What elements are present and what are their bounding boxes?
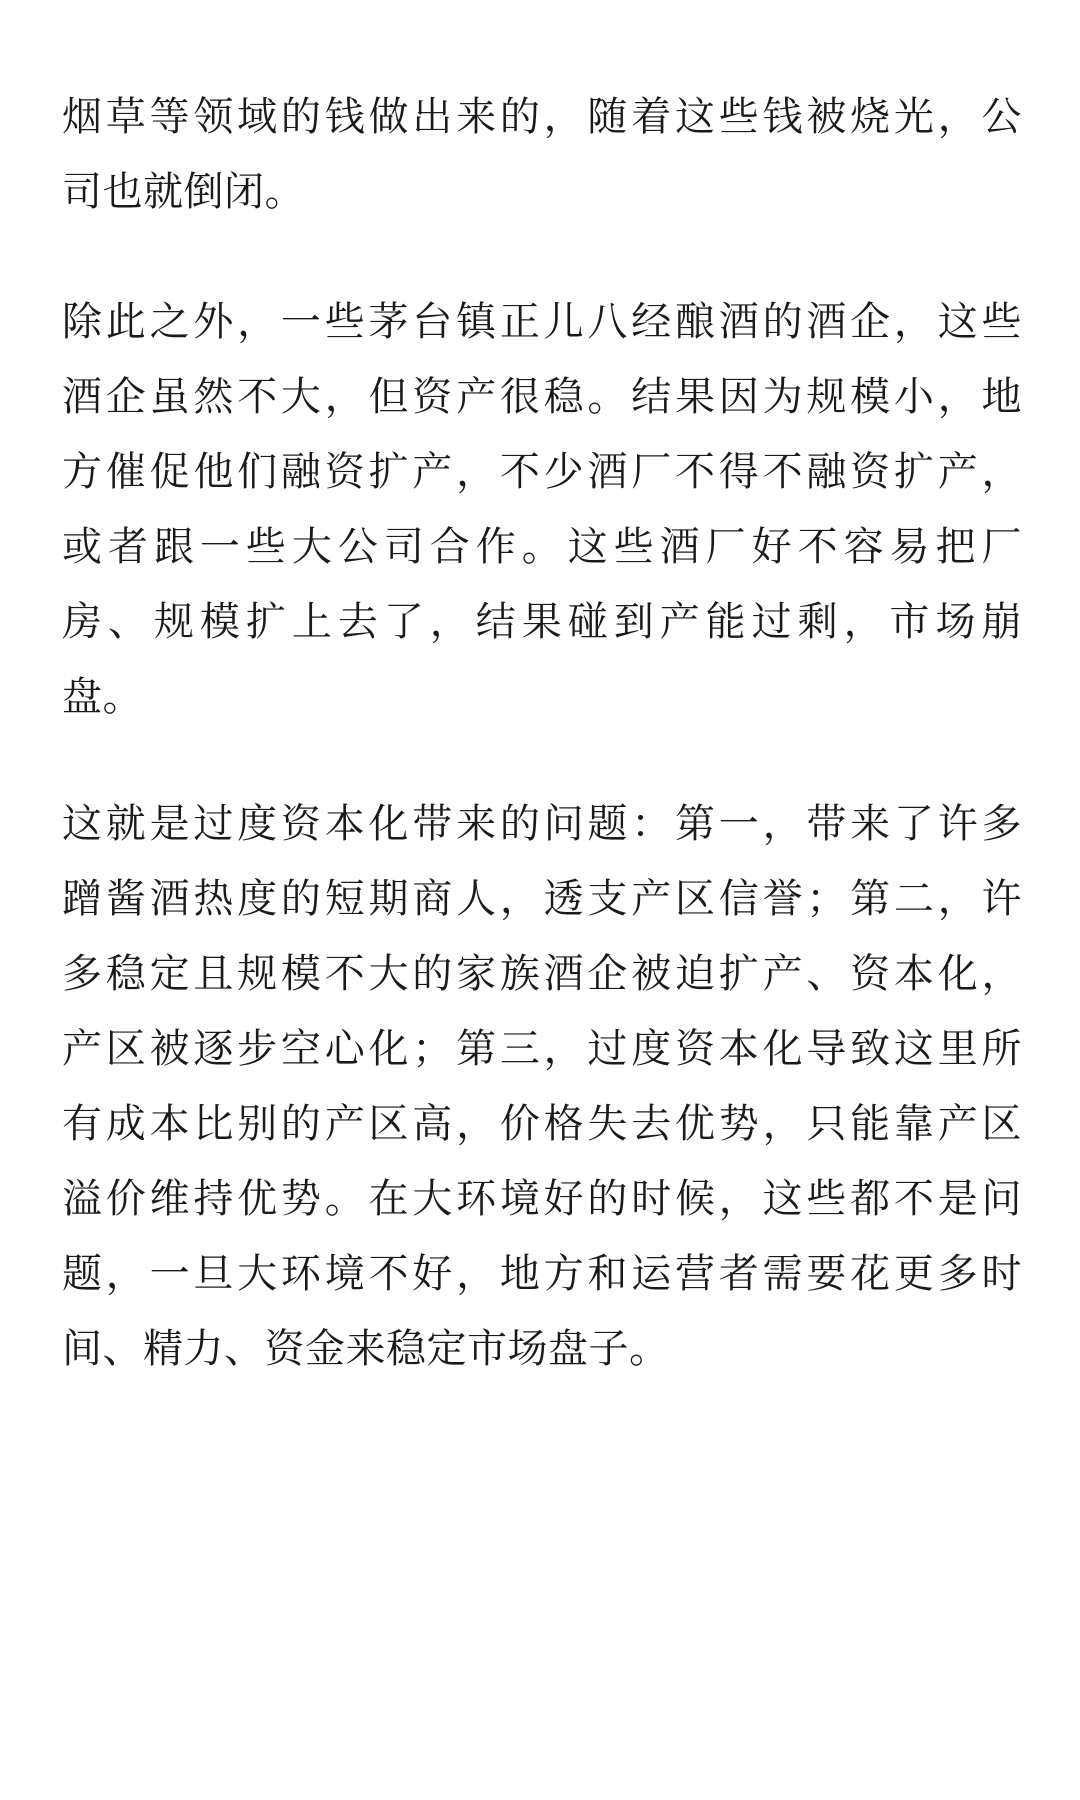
paragraph-line: 房、规模扩上去了，结果碰到产能过剩，市场崩 — [62, 599, 1022, 645]
paragraph-line: 酒企虽然不大，但资产很稳。结果因为规模小，地 — [62, 374, 1022, 420]
paragraph-line: 多稳定且规模不大的家族酒企被迫扩产、资本化， — [62, 951, 1022, 997]
paragraph-line: 烟草等领域的钱做出来的，随着这些钱被烧光，公 — [62, 94, 1022, 140]
paragraph-line: 产区被逐步空心化；第三，过度资本化导致这里所 — [62, 1026, 1022, 1072]
paragraph-line: 溢价维持优势。在大环境好的时候，这些都不是问 — [62, 1176, 1022, 1222]
paragraph-line: 有成本比别的产区高，价格失去优势，只能靠产区 — [62, 1101, 1022, 1147]
paragraph-line: 或者跟一些大公司合作。这些酒厂好不容易把厂 — [62, 524, 1022, 570]
paragraph-line: 除此之外，一些茅台镇正儿八经酿酒的酒企，这些 — [62, 299, 1022, 345]
paragraph-line: 盘。 — [62, 674, 143, 720]
paragraph-line: 蹭酱酒热度的短期商人，透支产区信誉；第二，许 — [62, 876, 1022, 922]
paragraph-line: 间、精力、资金来稳定市场盘子。 — [62, 1326, 670, 1372]
paragraph-line: 司也就倒闭。 — [62, 169, 305, 215]
paragraph-line: 方催促他们融资扩产，不少酒厂不得不融资扩产， — [62, 449, 1022, 495]
paragraph-line: 这就是过度资本化带来的问题：第一，带来了许多 — [62, 801, 1022, 847]
paragraph-line: 题，一旦大环境不好，地方和运营者需要花更多时 — [62, 1251, 1022, 1297]
